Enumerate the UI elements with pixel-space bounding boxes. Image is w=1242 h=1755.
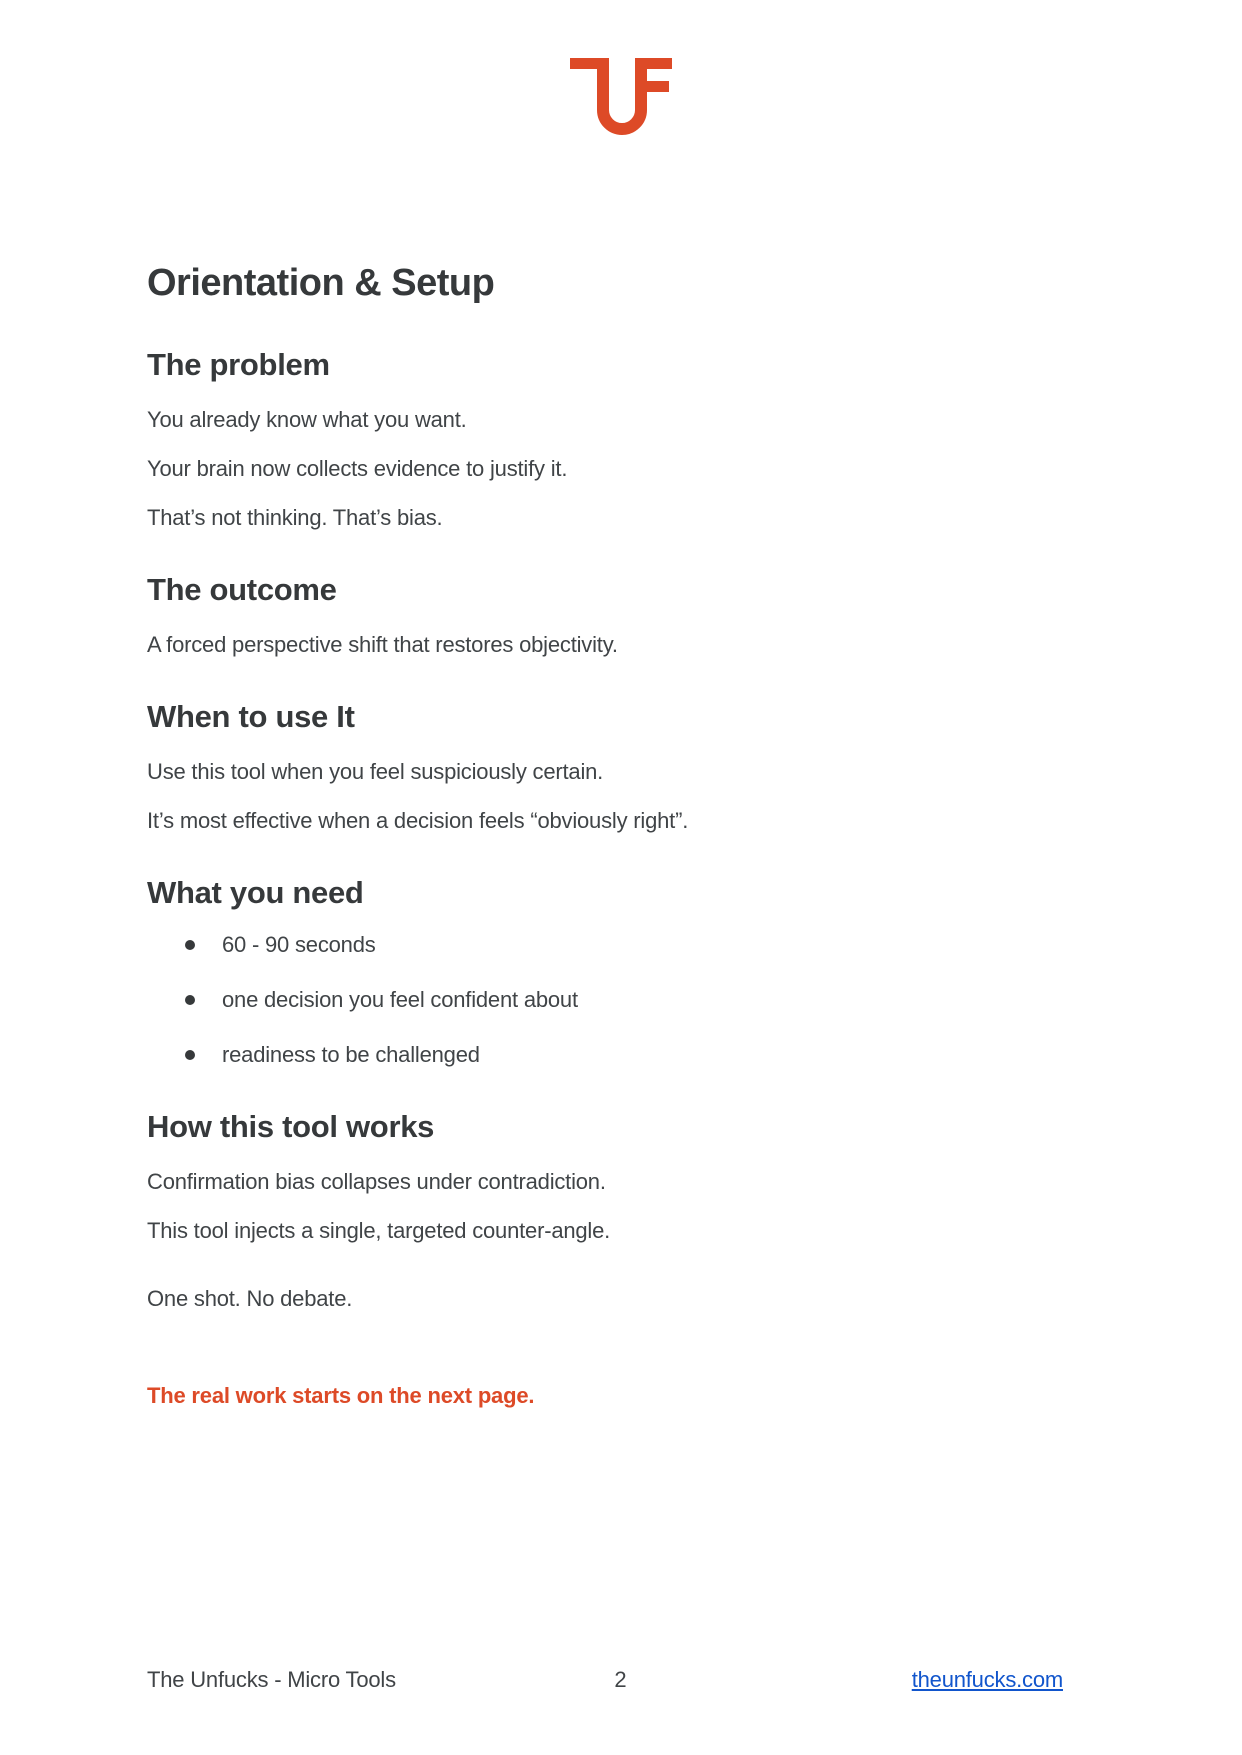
footer-page-number: 2: [614, 1667, 627, 1692]
next-page-note: The real work starts on the next page.: [147, 1383, 535, 1408]
bullet-list: [147, 931, 1095, 1069]
section-heading: How this tool works: [147, 1109, 435, 1144]
uf-logo-icon: [570, 58, 672, 135]
bullet-item: one decision you feel confident about: [147, 986, 1095, 1014]
paragraph: A forced perspective shift that restores objectivity.: [147, 632, 618, 657]
section-heading: The problem: [147, 347, 330, 382]
unfucks-logo: [570, 58, 672, 135]
section-when-to-use-it: [147, 697, 1095, 835]
paragraph: Confirmation bias collapses under contradiction.: [147, 1169, 606, 1194]
footer-site-link[interactable]: theunfucks.com: [911, 1667, 1063, 1692]
page-title: Orientation & Setup: [147, 262, 495, 304]
footer-doc-title: The Unfucks - Micro Tools: [147, 1667, 396, 1692]
section-how-this-tool-works: [147, 1107, 1095, 1313]
paragraph: One shot. No debate.: [147, 1286, 353, 1311]
section-the-outcome: [147, 570, 1095, 659]
section-the-problem: [147, 345, 1095, 532]
paragraph: Use this tool when you feel suspiciously certain.: [147, 759, 604, 784]
section-heading: What you need: [147, 875, 364, 910]
paragraph: It’s most effective when a decision feels “obviously right”.: [147, 808, 689, 833]
document-content: [0, 58, 1242, 1410]
bullet-item: 60 - 90 seconds: [147, 931, 1095, 959]
section-what-you-need: [147, 873, 1095, 1069]
paragraph: Your brain now collects evidence to justify it.: [147, 456, 568, 481]
paragraph: That’s not thinking. That’s bias.: [147, 505, 443, 530]
footer: [0, 1666, 1242, 1694]
section-heading: When to use It: [147, 699, 355, 734]
paragraph: This tool injects a single, targeted counter-angle.: [147, 1218, 611, 1243]
bullet-item: readiness to be challenged: [147, 1041, 1095, 1069]
section-heading: The outcome: [147, 572, 337, 607]
paragraph: You already know what you want.: [147, 407, 467, 432]
